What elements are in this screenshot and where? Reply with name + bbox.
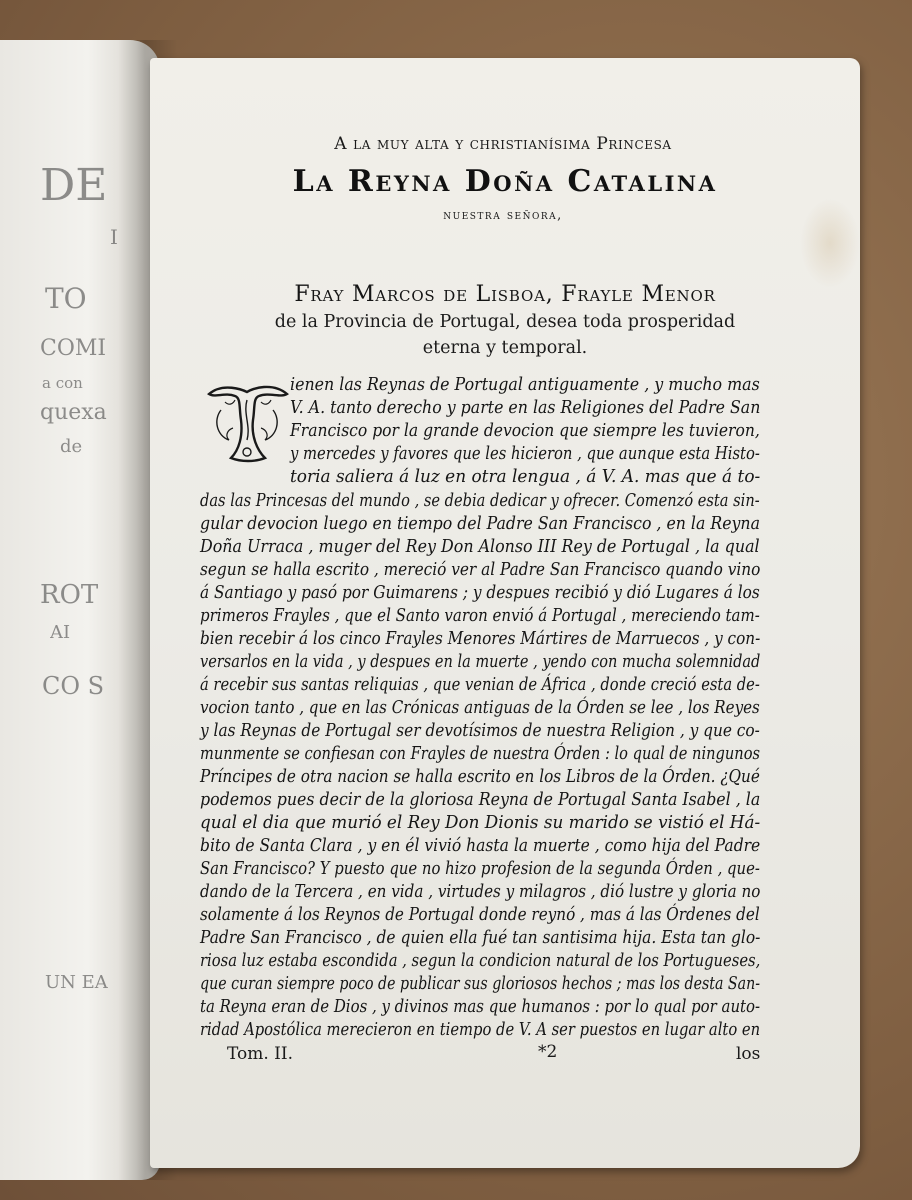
text-line: ridad Apostólica merecieron en tiempo de V. A ser puestos en lugar alto en	[200, 1019, 761, 1040]
text-line: munmente se confiesan con Frayles de nuestra Órden : lo qual de ningunos	[200, 743, 760, 764]
left-page-fragment: AI	[50, 622, 71, 643]
text-line: que curan siempre poco de publicar sus gloriosos hechos ; mas los desta San-	[200, 973, 760, 994]
left-page-fragment: ROT	[40, 580, 99, 610]
text-line: podemos pues decir de la gloriosa Reyna de Portugal Santa Isabel , la	[200, 789, 761, 810]
text-line: Padre San Francisco , de quien ella fué tan santisima hija. Esta tan glo-	[200, 927, 761, 948]
left-page-fragment: UN EA	[45, 972, 108, 993]
text-line: y las Reynas de Portugal ser devotísimos de nuestra Religion , y que co-	[200, 720, 760, 741]
text-line: gular devocion luego en tiempo del Padre San Francisco , en la Reyna	[200, 513, 760, 534]
text-line: segun se halla escrito , mereció ver al Padre San Francisco quando vino	[200, 559, 761, 580]
text-line: riosa luz estaba escondida , segun la condicion natural de los Portugueses,	[200, 950, 761, 971]
author-line-3: eterna y temporal.	[422, 338, 588, 358]
text-line: Príncipes de otra nacion se halla escrito en los Libros de la Órden. ¿Qué	[200, 766, 760, 787]
left-page-fragment: CO S	[42, 672, 105, 700]
text-line: San Francisco? Y puesto que no hizo profesion de la segunda Órden , que-	[200, 858, 760, 879]
text-line: toria saliera á luz en otra lengua , á V. A. mas que á to-	[290, 466, 761, 487]
ornamental-initial-icon	[203, 380, 291, 466]
left-page-fragment: TO	[45, 282, 87, 315]
text-line: vocion tanto , que en las Crónicas antiguas de la Órden se lee , los Reyes	[200, 697, 760, 718]
text-line: versarlos en la vida , y despues en la muerte , yendo con mucha solemnidad	[200, 651, 761, 672]
dedication-line: A la muy alta y christianísima Princesa	[334, 134, 672, 154]
text-line: primeros Frayles , que el Santo varon envió á Portugal , mereciendo tam-	[200, 605, 760, 626]
author-line-2: de la Provincia de Portugal, desea toda prosperidad	[274, 312, 736, 332]
author-name: Fray Marcos de Lisboa, Frayle Menor	[294, 282, 716, 307]
left-page-fragment: I	[110, 225, 118, 249]
signature-mark: *2	[538, 1042, 558, 1062]
catchword: los	[736, 1044, 761, 1064]
text-line: V. A. tanto derecho y parte en las Religiones del Padre San	[290, 397, 761, 418]
text-line: das las Princesas del mundo , se debia dedicar y ofrecer. Comenzó esta sin-	[200, 490, 760, 511]
text-line: qual el dia que murió el Rey Don Dionis su marido se vistió el Há-	[200, 812, 761, 833]
dedicatee-honorific: nuestra señora,	[443, 208, 563, 223]
left-page-fragment: DE	[40, 160, 108, 211]
text-line: ienen las Reynas de Portugal antiguamente , y mucho mas	[290, 374, 760, 395]
text-line: solamente á los Reynos de Portugal donde reynó , mas á las Órdenes del	[200, 904, 760, 925]
paper-stain	[800, 198, 860, 288]
volume-label: Tom. II.	[227, 1044, 294, 1064]
text-line: dando de la Tercera , en vida , virtudes y milagros , dió lustre y gloria no	[200, 881, 761, 902]
text-line: ta Reyna eran de Dios , y divinos mas que humanos : por lo qual por auto-	[200, 996, 761, 1017]
text-line: y mercedes y favores que les hicieron , que aunque esta Histo-	[290, 443, 760, 464]
text-line: bien recebir á los cinco Frayles Menores Mártires de Marruecos , y con-	[200, 628, 761, 649]
left-page-fragment: COMI	[40, 336, 107, 361]
left-page-fragment: quexa	[40, 400, 107, 425]
right-page	[150, 58, 860, 1168]
text-line: Doña Urraca , muger del Rey Don Alonso III Rey de Portugal , la qual	[200, 536, 760, 557]
text-line: á Santiago y pasó por Guimarens ; y despues recibió y dió Lugares á los	[200, 582, 760, 603]
left-page-fragment: a con	[42, 374, 83, 392]
ornamental-initial	[203, 380, 291, 466]
text-line: Francisco por la grande devocion que siempre les tuvieron,	[290, 420, 760, 441]
dedicatee-name: La Reyna Doña Catalina	[292, 164, 718, 199]
text-line: bito de Santa Clara , y en él vivió hasta la muerte , como hija del Padre	[200, 835, 761, 856]
left-page-fragment: de	[60, 436, 83, 457]
text-line: á recebir sus santas reliquias , que venian de África , donde creció esta de-	[200, 674, 760, 695]
